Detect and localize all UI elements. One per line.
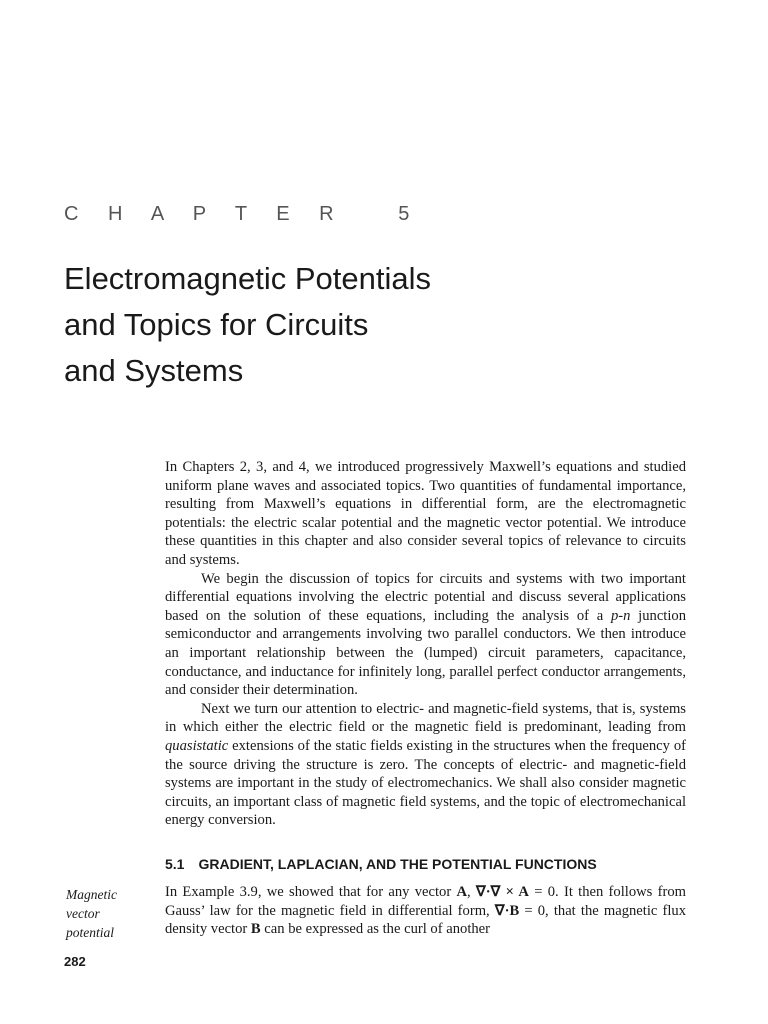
p3-text-a: Next we turn our attention to electric- and magnetic-field systems, that is, systems in which either the electric field or the magnetic field is predominant, leading from [165, 700, 686, 736]
title-line-2: and Topics for Circuits [64, 307, 369, 342]
p2-text-a: We begin the discussion of topics for circuits and systems with two important differential equations involving the electric potential and discuss several applications based on the solution of these equations, including the analysis of a [165, 570, 686, 624]
intro-paragraph-2 [165, 570, 686, 700]
p3-emphasis: quasistatic [165, 737, 229, 754]
chapter-label: C H A P T E R 5 [64, 203, 422, 225]
title-line-3: and Systems [64, 353, 244, 388]
s-text-5: can be expressed as the curl of another [260, 921, 491, 938]
margin-note-line-1: Magnetic [66, 887, 117, 902]
div-curl-expression: ∇·∇ × A [475, 884, 529, 900]
vector-a: A [456, 884, 468, 900]
section-title: GRADIENT, LAPLACIAN, AND THE POTENTIAL FUNCTIONS [198, 856, 597, 872]
margin-note-line-3: potential [66, 925, 114, 940]
p2-emphasis: p-n [610, 607, 631, 624]
chapter-title [64, 256, 704, 394]
intro-paragraph-1: In Chapters 2, 3, and 4, we introduced progressively Maxwell’s equations and studied uniform plane waves and associated topics. Two quantities of fundamental importance, resulting from Maxwell’s equations in differential form, are the electromagnetic potentials: the electric scalar potential and the magnetic vector potential. We introduce these quantities in this chapter and also consider several topics of relevance to circuits and systems. [165, 459, 686, 568]
page-number: 282 [64, 954, 86, 969]
section-number: 5.1 [165, 856, 185, 872]
section-heading [165, 856, 597, 872]
section-paragraph-1 [165, 883, 686, 939]
p2-text-b: junction semiconductor and arrangements involving two parallel conductors. We then introduce an important relationship between the (lumped) circuit parameters, capacitance, conductance, and inductance for infinitely long, parallel perfect conductor arrangements, and consider their determination. [165, 607, 686, 699]
s-text-3: = 0. It then follows from Gauss’ law for the magnetic field in differential form, [165, 884, 686, 919]
p3-text-b: extensions of the static fields existing in the structures when the frequency of the source driving the structure is zero. The concepts of electric- and magnetic-field systems are important in the study of electromechanics. We shall also consider magnetic circuits, an important class of magnetic field systems, and the topic of electromechanical energy conversion. [165, 737, 686, 829]
intro-text [165, 458, 686, 830]
s-text-4: = 0, that the magnetic flux density vector [165, 902, 687, 938]
vector-b: B [250, 921, 261, 938]
margin-note-line-2: vector [66, 906, 100, 921]
margin-note [66, 885, 146, 942]
div-b-expression: ∇·B [494, 902, 520, 919]
s-text-1: In Example 3.9, we showed that for any vector [165, 884, 457, 900]
title-line-1: Electromagnetic Potentials [64, 261, 432, 296]
intro-paragraph-3 [165, 700, 686, 830]
s-text-2: , [467, 884, 476, 900]
section-body [165, 883, 686, 939]
